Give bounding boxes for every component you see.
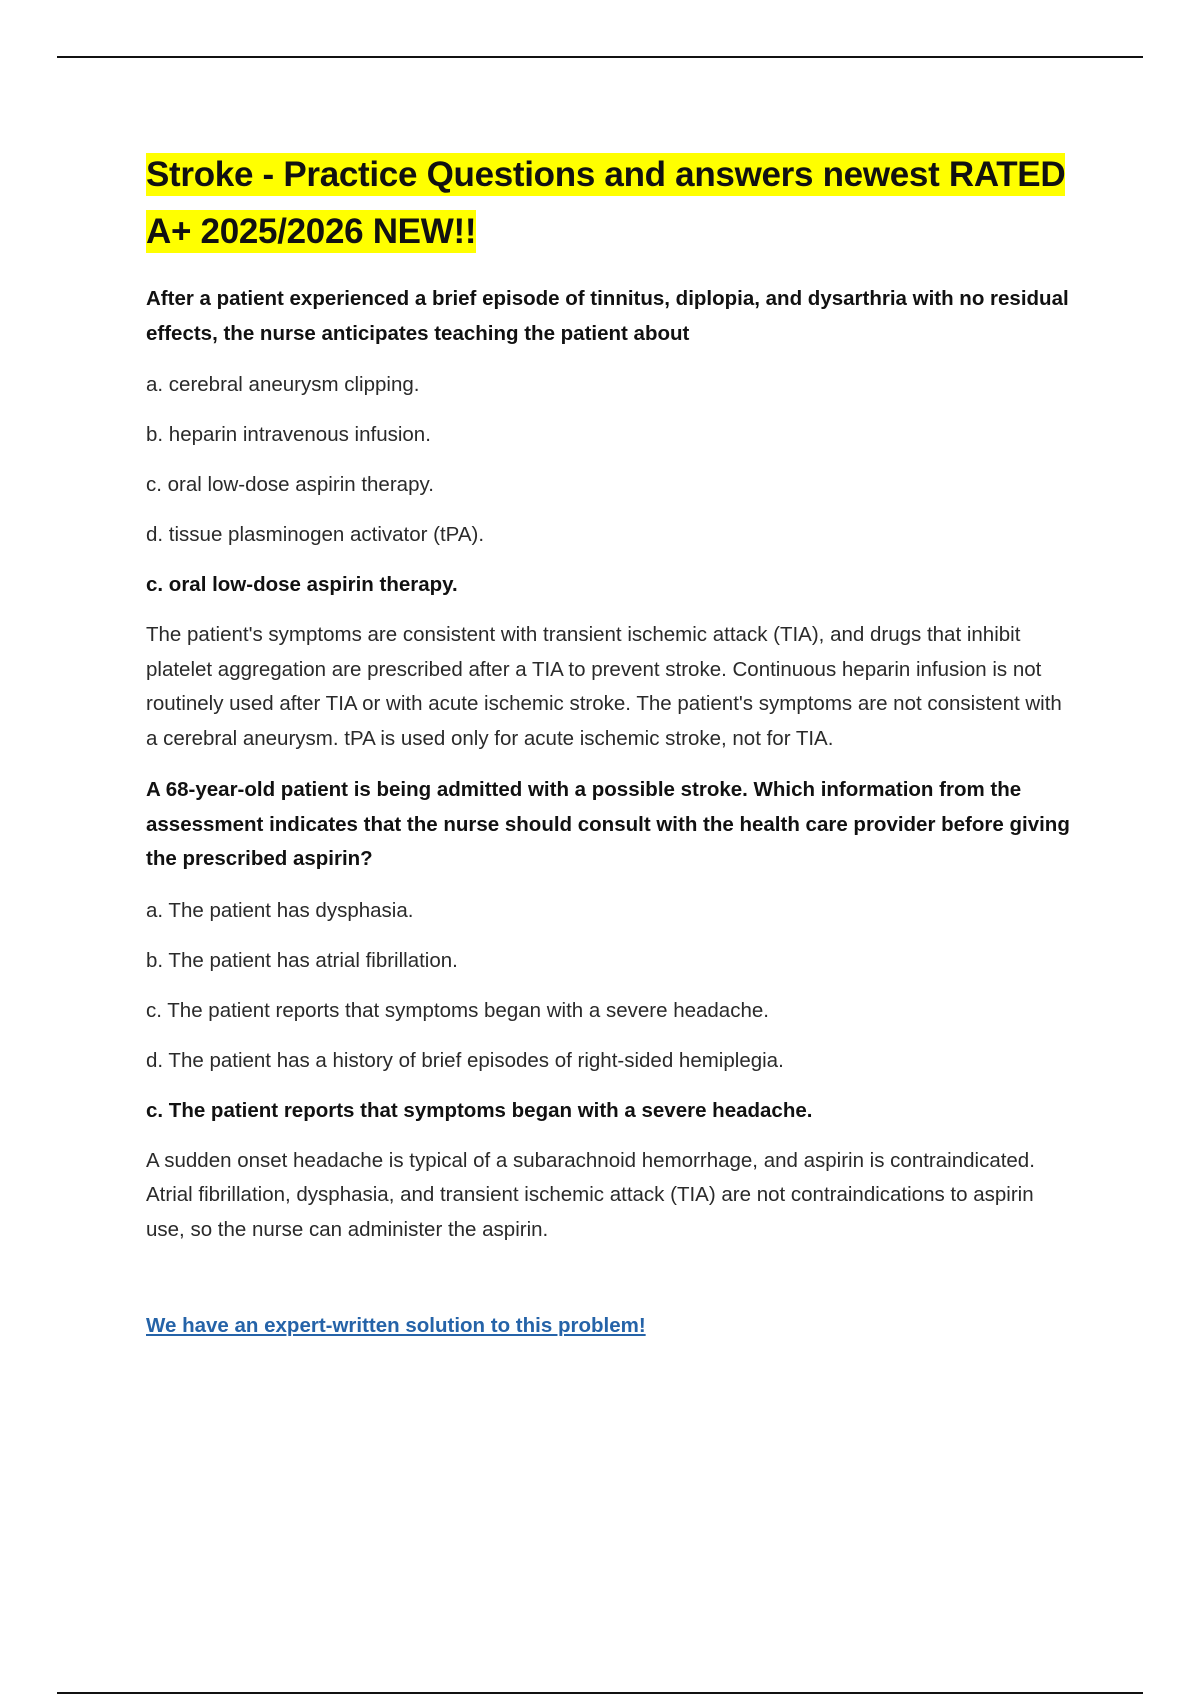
question-text: After a patient experienced a brief episode of tinnitus, diplopia, and dysarthria with no residual effects, the nurse anticipates teaching the patient about	[146, 287, 1069, 345]
option-c: c. oral low-dose aspirin therapy.	[146, 473, 434, 496]
rationale-text: A sudden onset headache is typical of a subarachnoid hemorrhage, and aspirin is contraindicated. Atrial fibrillation, dysphasia, and transient ischemic attack (TIA) are not contraindications to aspirin use, so the nurse can administer the aspirin.	[146, 1148, 1035, 1241]
top-rule	[57, 56, 1143, 58]
bottom-rule	[57, 1692, 1143, 1694]
option-d: d. tissue plasminogen activator (tPA).	[146, 523, 485, 546]
question-block-2	[146, 773, 1076, 1247]
option-c: c. The patient reports that symptoms began with a severe headache.	[146, 998, 769, 1022]
document-title	[146, 146, 1076, 260]
rationale-text: The patient's symptoms are consistent with transient ischemic attack (TIA), and drugs that inhibit platelet aggregation are prescribed after a TIA to prevent stroke. Continuous heparin infusion is not routinely used after TIA or with acute ischemic stroke. The patient's symptoms are not consistent with a cerebral aneurysm. tPA is used only for acute ischemic stroke, not for TIA.	[146, 623, 1062, 750]
option-a: a. The patient has dysphasia.	[146, 898, 414, 922]
question-block-1	[146, 282, 1076, 756]
option-b: b. heparin intravenous infusion.	[146, 423, 431, 446]
option-a: a. cerebral aneurysm clipping.	[146, 373, 420, 396]
option-d: d. The patient has a history of brief episodes of right-sided hemiplegia.	[146, 1048, 784, 1072]
expert-solution-link[interactable]: We have an expert-written solution to this problem!	[146, 1314, 646, 1337]
document-body	[146, 146, 1076, 1338]
question-text: A 68-year-old patient is being admitted with a possible stroke. Which information from the assessment indicates that the nurse should consult with the health care provider before giving the prescribed aspirin?	[146, 778, 1070, 870]
title-highlight: Stroke - Practice Questions and answers newest RATED A+ 2025/2026 NEW!!	[146, 155, 1066, 251]
option-b: b. The patient has atrial fibrillation.	[146, 948, 458, 972]
correct-answer: c. oral low-dose aspirin therapy.	[146, 573, 458, 596]
correct-answer: c. The patient reports that symptoms began with a severe headache.	[146, 1098, 813, 1122]
